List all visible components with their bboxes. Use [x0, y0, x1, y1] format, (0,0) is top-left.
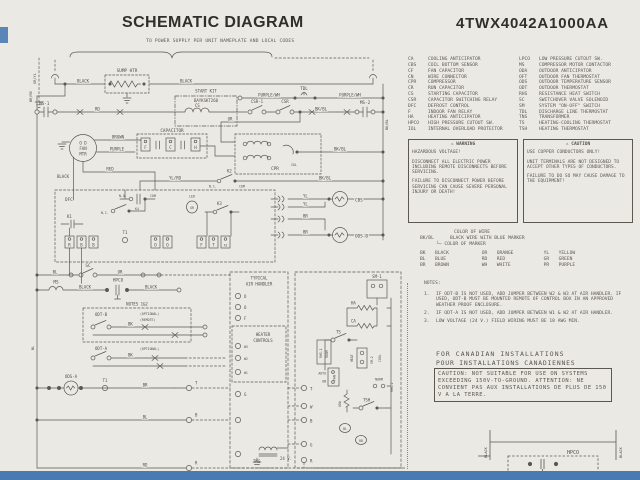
legend-def: FAN CAPACITOR: [428, 68, 464, 74]
fan-label: FAN: [332, 375, 337, 381]
hpco-detail-label: HPCO: [566, 450, 580, 456]
dfc-box: [55, 190, 275, 262]
legend-def: OUTDOOR THERMOSTAT: [539, 86, 589, 92]
wire-label-black-vert: BLACK: [619, 447, 623, 458]
legend-def: RUN CAPACITOR: [428, 86, 464, 92]
dfc-label: DFC: [65, 198, 73, 203]
caution-box: [523, 139, 633, 223]
color-name: BLACK: [435, 251, 449, 256]
legend-abbr: TS: [519, 121, 525, 127]
iol-label: IOL: [291, 163, 297, 167]
terminal-o: O: [166, 242, 169, 248]
wire-label-purple: PURPLE: [109, 146, 125, 152]
wire-label-or: OR: [117, 269, 123, 275]
ah-terminal-w2: W2: [244, 357, 248, 361]
air-handler-label2: AIR HANDLER: [245, 281, 273, 287]
k4-com-label: COM: [150, 194, 156, 198]
k4-no-label: N.O.: [119, 194, 127, 198]
wire-label-bl: BL: [52, 269, 58, 275]
k2-label: K2: [227, 168, 232, 174]
terminal-b: B: [92, 242, 95, 248]
heater-controls-label1: HEATER: [255, 332, 271, 337]
warning-line: HAZARDOUS VOLTAGE!: [412, 150, 461, 156]
legend-def: OUTDOOR FAN THERMOSTAT: [539, 74, 600, 80]
wire-label-rd: RD: [142, 462, 148, 468]
oda-resistor: [344, 390, 349, 412]
warning-box: [408, 139, 518, 223]
color-abbr: GR: [543, 257, 550, 262]
note-number: 3.: [424, 318, 430, 324]
legend-def: HEATING-COOLING THERMOSTAT: [539, 121, 611, 127]
legend-abbr: CBS: [408, 62, 417, 68]
terminal-x2: X2: [223, 243, 228, 248]
hpco-label: HPCO: [112, 278, 124, 284]
tstat-terminal-r: R: [310, 458, 313, 464]
od-fan-line3: MTR: [79, 151, 87, 157]
wire-label-red: RED: [106, 166, 114, 172]
wire-label-yl: YL: [303, 201, 308, 207]
led-color-gr: GR: [190, 206, 194, 210]
cs-capacitor: [175, 108, 247, 112]
cpr-label: CPR: [271, 167, 279, 172]
ms1-label: MS-1: [39, 102, 50, 107]
wire-code-example: BK/BL: [420, 236, 434, 241]
page-title: SCHEMATIC DIAGRAM: [122, 14, 304, 31]
ms-label: MS: [53, 280, 59, 286]
wire-label-black: BLACK: [56, 174, 70, 179]
wire-label-purplewh: PURPLE/WH: [339, 92, 361, 98]
ms1-contact: [39, 107, 53, 117]
ah-terminal-w1: W1: [244, 371, 248, 375]
note-text: IF ODT-B IS NOT USED, ADD JUMPER BETWEEN W2 & W3 AT AIR HANDLER. IF USED, ODT-B MUST BE MOUNTED REMOTE OF CONTROL BOX IN AN APPROVED WEATHER PROOF ENCLOSURE.: [436, 291, 622, 309]
legend-abbr: ODT: [519, 86, 528, 92]
color-abbr: OR: [481, 251, 488, 256]
odsa-sensor: [64, 381, 78, 395]
color-of-wire-pointer: COLOR OF WIRE: [454, 230, 490, 235]
wire-label-brown: BROWN: [111, 134, 125, 140]
wire-label-br: BR: [142, 382, 148, 388]
k2-nc-label: N.C.: [209, 184, 217, 189]
thermostat-box: [295, 272, 401, 468]
ground-symbol: [58, 142, 70, 149]
schematic-labels: [29, 68, 394, 468]
legend-def: COIL BOTTOM SENSOR: [428, 62, 478, 68]
nc-label: N.C.: [101, 211, 109, 215]
caution-line: UNIT TERMINALS ARE NOT DESIGNED TO ACCEPT OTHER TYPES OF CONDUCTORS.: [527, 159, 620, 170]
terminal-t: T: [195, 380, 198, 386]
od-fan-line2: FAN: [79, 146, 87, 151]
legend-right-column: [519, 57, 611, 133]
tns-label: TNS: [253, 459, 261, 464]
fan-on-label: ON: [322, 379, 326, 384]
oda-label: ODA: [338, 401, 342, 407]
power-supply-note: TO POWER SUPPLY PER UNIT NAMEPLATE AND LOCAL CODES: [146, 39, 295, 44]
k3-contact: [205, 206, 239, 237]
color-name: ORANGE: [496, 251, 514, 256]
column-divider: [407, 283, 408, 469]
legend-def: HEATING ANTICIPATOR: [428, 115, 481, 121]
ah-terminal-o: O: [244, 305, 247, 310]
odsa-element: [67, 386, 75, 390]
odsb-element: [335, 233, 344, 237]
k1-label: K1: [67, 214, 72, 219]
color-abbr: WH: [481, 263, 488, 268]
terminal-t1: T1: [102, 378, 108, 383]
sm2-label: SM-2: [370, 356, 374, 364]
legend-abbr: SM: [519, 103, 525, 109]
wire-label-yl: YL: [303, 193, 308, 199]
legend-def: TRANSFORMER: [539, 115, 570, 121]
notes-section: [424, 281, 632, 326]
terminal-r: R: [68, 242, 71, 248]
odsb-label: ODS-B: [355, 234, 368, 240]
warning-line: DISCONNECT ALL ELECTRIC POWER INCLUDING REMOTE DISCONNECTS BEFORE SERVICING.: [412, 159, 507, 176]
cpr-start-winding: [247, 141, 268, 144]
legend-abbr: CS: [408, 92, 414, 98]
od-fan-line1: O D: [79, 140, 87, 146]
schematic-wiring: [35, 52, 405, 471]
wire-label-bl: BL: [142, 414, 148, 420]
warning-icon: ⚠: [450, 142, 454, 147]
legend-def: COOLING ANTICIPATOR: [428, 57, 481, 62]
wire-connectors: [278, 196, 284, 238]
hpco-detail: [478, 430, 628, 474]
legend-abbr: TNS: [519, 115, 528, 121]
color-name: BROWN: [435, 263, 449, 268]
odta-contact: [95, 352, 106, 357]
wire-label-black-vert: BLACK: [484, 447, 488, 458]
rhs1-label: RHS-1: [319, 348, 323, 358]
note-item: [424, 311, 632, 317]
color-abbr: YL: [543, 251, 550, 256]
legend-abbr: OFT: [519, 74, 528, 80]
cbs-label: CBS: [355, 198, 363, 204]
terminal-r: R: [195, 460, 198, 466]
heater-controls-label2: CONTROLS: [253, 338, 273, 343]
legend-def: WIRE CONNECTOR: [428, 74, 467, 80]
legend-def: COMPRESSOR MOTOR CONTACTOR: [539, 62, 611, 68]
k2-contact: [221, 175, 232, 180]
legend-def: CAPACITOR SWITCHING RELAY: [428, 97, 498, 103]
ca-label: CA: [351, 318, 356, 324]
caution-icon: ⚠: [565, 142, 569, 147]
iol-arc: [283, 145, 293, 154]
caution-title: CAUTION: [571, 142, 591, 147]
odtb-label: ODT-B: [95, 312, 108, 317]
terminal-b: B: [80, 242, 83, 248]
air-handler-label1: TYPICAL: [250, 275, 268, 281]
cap-terminal-h: H: [194, 145, 197, 150]
odta-label: ODT-A: [95, 346, 108, 351]
note-number: 2.: [424, 310, 430, 316]
legend-abbr: IOL: [408, 127, 417, 133]
hpco-switch: [115, 285, 121, 299]
terminal-o: O: [154, 242, 157, 248]
csr1-label: CSR-1: [250, 99, 264, 104]
norm-label: NORM: [375, 377, 383, 382]
legend-abbr: ODA: [519, 68, 528, 74]
legend-abbr: CPR: [408, 80, 417, 86]
capacitor-label: CAPACITOR: [160, 129, 184, 134]
air-handler-box: [230, 272, 288, 468]
odtb-contact: [95, 321, 106, 326]
room-label: ROOM: [325, 350, 329, 358]
color-abbr: PR: [543, 263, 550, 268]
legend-abbr: CA: [408, 57, 414, 62]
legend-abbr: F: [408, 109, 411, 115]
legend-def: DEFROST CONTROL: [428, 103, 470, 109]
scan-blue-mark: [0, 27, 8, 43]
notes-ref-label: NOTES 1&2: [126, 301, 148, 307]
ha-label: HA: [351, 300, 356, 306]
note-item: [424, 292, 632, 309]
rd-lamp-label: RD: [359, 438, 363, 443]
sm2-cool-label: COOL: [378, 354, 382, 362]
legend-def: OUTDOOR ANTICIPATOR: [539, 68, 592, 74]
tdl-thermostat: [301, 93, 307, 96]
wire-code-desc: BLACK WIRE WITH BLUE MARKER: [450, 236, 525, 241]
legend-abbr: RHS: [519, 92, 528, 98]
cs-label: CS: [195, 103, 200, 108]
legend-def: COMPRESSOR: [428, 80, 456, 86]
legend-left-column: [408, 57, 503, 133]
wire-color-row: [420, 263, 603, 269]
tstat-terminal-w: W: [310, 404, 313, 410]
terminal-f: F: [200, 242, 203, 248]
tstat-terminal-g: G: [310, 442, 313, 448]
cbs-element: [335, 197, 344, 201]
legend-abbr: HA: [408, 115, 414, 121]
legend-def: DISCHARGE LINE THERMOSTAT: [539, 109, 609, 115]
tstat-terminal-t: T: [310, 386, 313, 392]
note-text: IF ODT-A IS NOT USED, ADD JUMPER BETWEEN W1 & W2 AT AIR HANDLER.: [436, 310, 614, 316]
sump-heater-resistor: [109, 81, 141, 87]
legend-abbr: CN: [408, 74, 414, 80]
color-name: YELLOW: [558, 251, 576, 256]
schematic-drawing: [25, 50, 405, 474]
legend-abbr: HPCO: [408, 121, 420, 127]
wire-label-black: BLACK: [77, 78, 90, 84]
legend-abbr: ODS: [519, 80, 528, 86]
legend-abbr: CF: [408, 68, 414, 74]
note-item: [424, 319, 632, 325]
caution-line: USE COPPER CONDUCTORS ONLY!: [527, 150, 601, 156]
color-abbr: RD: [481, 257, 488, 262]
color-name: GREEN: [558, 257, 573, 262]
cpr-run-winding: [247, 155, 268, 158]
color-name: BLUE: [435, 257, 447, 262]
wire-label-brrd: BR/RD: [29, 91, 33, 102]
wire-label-bkbl: BK/BL: [314, 106, 328, 112]
k3-label: K3: [217, 201, 222, 206]
cap-terminal-f: F: [144, 145, 147, 150]
wire-label-bkbl: BK/BL: [333, 146, 347, 152]
legend-abbr: CSR: [408, 97, 417, 103]
fan-auto-label: AUTO: [318, 371, 326, 376]
ts-label: TS: [336, 329, 341, 335]
wire-label-br: BR: [303, 213, 308, 219]
wire-label-black: BLACK: [78, 284, 92, 290]
field-connection-loop: [370, 75, 377, 85]
ground-symbol: [123, 93, 131, 103]
wire-label-rd: RD: [95, 106, 100, 112]
note-text: LOW VOLTAGE (24 V.) FIELD WIRING MUST BE 18 AWG MIN.: [436, 318, 580, 324]
color-name: PURPLE: [558, 263, 576, 268]
odtb-remote: (REMOTE): [140, 318, 156, 322]
legend-abbr: CR: [408, 86, 414, 92]
wire-color-key: [420, 230, 603, 269]
wire-label-black: BLACK: [144, 284, 158, 290]
wire-label-bk: BK: [128, 352, 133, 358]
legend-def: OUTDOOR TEMPERATURE SENSOR: [539, 80, 611, 86]
wire-label-black: BLACK: [180, 78, 193, 84]
legend-abbr: MS: [519, 62, 525, 68]
k1-contact: [61, 220, 83, 236]
color-abbr: BR: [420, 263, 426, 268]
model-number: 4TWX4042A1000AA: [456, 15, 609, 32]
wire-label-or: OR: [227, 116, 233, 122]
splice-marks: [142, 325, 178, 338]
tstat-terminal-b: B: [310, 418, 313, 424]
tsh-label: TSH: [363, 397, 371, 403]
legend-abbr: SC: [519, 97, 525, 103]
ah-terminal-o: O: [244, 294, 247, 299]
start-kit-part: BAYKSKT260: [193, 98, 219, 103]
warning-title: WARNING: [456, 142, 476, 147]
csr-contact: [280, 106, 290, 111]
terminal-t: T: [212, 242, 215, 248]
tns-transformer: [259, 447, 277, 456]
canadian-caution-box: [434, 368, 612, 402]
sc-contact: [83, 269, 93, 274]
field-connection-loop: [52, 75, 59, 85]
color-name: WHITE: [496, 263, 511, 268]
canadian-caution-text: CAUTION: NOT SUITABLE FOR USE ON SYSTEMS EXCEEDING 150V-TO-GROUND. ATTENTION: NE CONVIENT PAS AUX INSTALLATIONS DE PLUS DE 150 V A LA TERRE.: [438, 371, 607, 398]
color-name: RED: [496, 257, 506, 262]
wire-label-bk: BK: [128, 321, 133, 327]
scan-blue-bar: [0, 471, 640, 480]
terminal-b: B: [195, 412, 198, 418]
bl-lamp-label: BL: [343, 426, 347, 431]
wire-label-purplewh: PURPLE/WH: [258, 92, 280, 98]
sump-heater-label: SUMP HTR: [116, 69, 138, 74]
cap-terminal-c: C: [169, 145, 172, 150]
ts-switch: [325, 334, 357, 371]
hpco-wiring: [478, 430, 616, 473]
start-kit-label: START KIT: [195, 88, 217, 94]
legend-row: [408, 127, 503, 133]
warning-line: FAILURE TO DISCONNECT POWER BEFORE SERVICING CAN CAUSE SEVERE PERSONAL INJURY OR DEATH!: [412, 179, 507, 196]
legend-abbr: TDL: [519, 109, 528, 115]
note-number: 1.: [424, 291, 430, 297]
legend-def: HEATING THERMOSTAT: [539, 127, 589, 133]
color-of-marker-pointer: └─ COLOR OF MARKER: [436, 242, 486, 247]
ms-coil: [49, 287, 63, 291]
wire-label-bl-vert: BL: [31, 345, 35, 350]
wire-label-br: BR: [303, 229, 308, 235]
wire-label-bkbl-vert: BK/BL: [385, 119, 389, 130]
legend-def: SYSTEM "ON-OFF" SWITCH: [539, 103, 600, 109]
legend-abbr: LPCO: [519, 57, 531, 62]
rhs2-label: RHS-2: [390, 382, 394, 392]
legend-def: INDOOR FAN RELAY: [428, 109, 473, 115]
k4-label: K4: [135, 207, 139, 211]
legend-def: STARTING CAPACITOR: [428, 92, 478, 98]
sm1-label: SM-1: [372, 274, 382, 279]
legend-def: LOW PRESSURE CUTOUT SW.: [539, 57, 603, 62]
wire-label-bkbl: BK/BL: [318, 175, 332, 181]
wire-label-ylrd: YL/RD: [168, 175, 182, 181]
odta-optional: (OPTIONAL): [140, 347, 160, 351]
sm2-heat-label: HEAT: [350, 354, 354, 362]
tdl-label: TDL: [300, 87, 308, 92]
notes-title: NOTES:: [424, 281, 441, 286]
caution-line: FAILURE TO DO SO MAY CAUSE DAMAGE TO THE EQUIPMENT!: [527, 174, 625, 185]
ms2-contact: [359, 107, 383, 117]
sm1-switch: [367, 280, 387, 298]
ah-terminal-f: F: [244, 316, 247, 321]
terminal-t1: T1: [122, 230, 128, 235]
k2-com-label: COM: [239, 184, 245, 189]
tns-voltage: 24 V.: [280, 456, 293, 461]
ms2-label: MS-2: [359, 101, 371, 106]
csr-label: CSR: [281, 99, 289, 104]
color-abbr: BL: [420, 257, 426, 262]
ah-terminal-w3: W3: [244, 345, 248, 349]
canadian-heading-fr: POUR INSTALLATIONS CANADIENNES: [436, 359, 576, 367]
legend-def: INTERNAL OVERLOAD PROTECTOR: [428, 127, 503, 133]
legend-abbr: TSH: [519, 127, 528, 133]
sc-label: SC: [85, 264, 91, 269]
legend-abbr: DFC: [408, 103, 417, 109]
wire-label-gryl: GR/YL: [33, 73, 37, 84]
legend-def: RESISTANCE HEAT SWITCH: [539, 92, 600, 98]
led-label: LED: [189, 194, 195, 199]
legend-def: SWITCHOVER VALVE SOLENOID: [539, 97, 609, 103]
canadian-heading-en: FOR CANADIAN INSTALLATIONS: [436, 350, 565, 358]
odsa-label: ODS-A: [64, 374, 78, 379]
odtb-optional: (OPTIONAL): [140, 312, 160, 316]
legend-def: HIGH PRESSURE CUTOUT SW.: [428, 121, 495, 127]
ah-terminal-g: G: [244, 392, 247, 397]
splice-marks: [152, 356, 163, 369]
csr1-contact: [252, 106, 262, 111]
color-abbr: BK: [420, 251, 426, 256]
legend-row: [519, 127, 611, 133]
